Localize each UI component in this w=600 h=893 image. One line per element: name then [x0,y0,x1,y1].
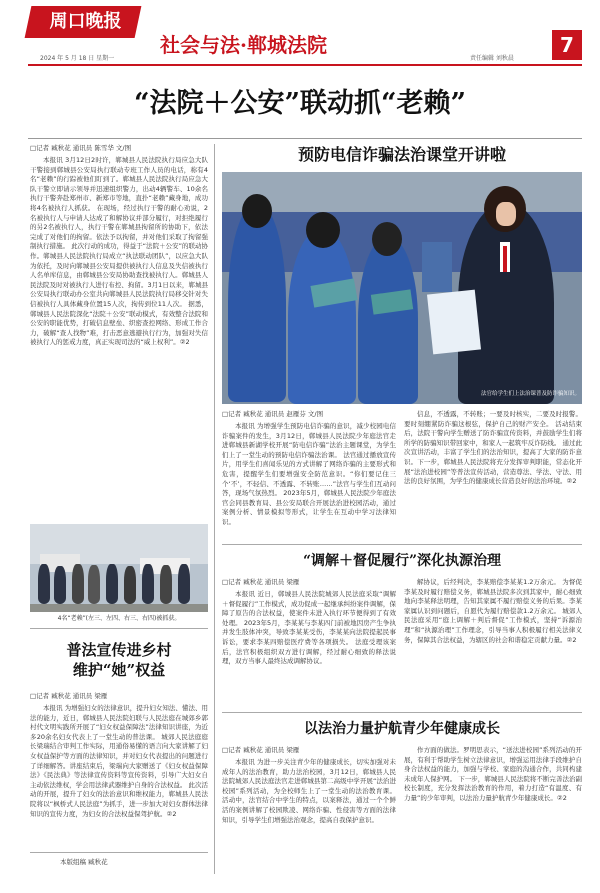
newspaper-logo: 周口晚报 [49,11,122,32]
arrest-photo-caption: 4名“老赖”(左三、左四、右三、右四)被抓获。 [57,615,181,622]
responsible-editor: 责任编辑 刘秋晨 [470,55,514,62]
article4-body-left [222,590,396,706]
article2-byline: □记者 臧秋花 通讯员 梁雁 [30,692,108,700]
article1-body [30,156,208,520]
classroom-photo-caption: 法官给学生们上法治课普及防诈骗知识。 [480,391,580,397]
article1-byline: □记者 臧秋花 通讯员 陈雪华 文/图 [30,144,132,152]
article4-paragraph-left: 本报讯 近日，郸城县人民法院城郊人民法庭采取“调解＋督促履行”工作模式，成功促成一起继承纠纷案件调解，保障了原告的合法权益，使案件未进入执行环节便得到了有效处理。 2023年5月，李某某与李某四门前被地因房产生争执并发生肢体冲突，导致李某某受伤，李某某向法院提起民事诉讼，要求李某四赔偿医疗费等各项损失。 法庭受理该案后，法官积极组织双方进行调解，经过耐心细致的释法说理，双方当事人最终达成调解协议。 [222,590,396,666]
article2-headline-line1: 普法宣传进乡村 [66,641,172,659]
article5-byline: □记者 臧秋花 通讯员 梁雁 [222,746,300,754]
classroom-photo [222,172,582,404]
article2-headline-line2: 维护“她”权益 [72,661,166,679]
article5-paragraph-left: 本报讯 为进一步关注青少年的健康成长，切实加强对未成年人的法治教育，助力法治校园，3月12日，郸城县人民法院城郊人民法庭法官走进郸城县第二高级中学开展“法治进校园”系列活动，为全校师生上了一堂生动的法治教育课。 活动中，法官结合中学生的特点，以案释法，通过一个个鲜活的案例讲解了校园欺凌、网络诈骗、性侵害等方面的法律知识，引导学生们增强法治观念，提高自我保护意识。 [222,758,396,824]
article5-body-right [404,746,582,874]
article2-body [30,704,208,846]
column-divider [214,144,215,874]
article3-paragraph-left: 本报讯 为增强学生预防电信诈骗的意识，减少校园电信诈骗案件的发生，3月12日，郸城县人民法院少年庭法官走进郸城县新湖学校开展“防电信诈骗”法治主题课堂，为学生们上了一堂生动的预防电信诈骗法治课。 法官通过播放宣传片，用学生们喜闻乐见的方式讲解了网络诈骗的主要形式和危害，提醒学生们要增强安全防范意识。“你们要记住三个‘不’，不轻信、不透露、不转账……”法官与学生们互动问答，现场气氛热烈。 2023年5月，郸城县人民法院少年庭法官会同县教育局、县公安局联合开展法治进校园活动，通过案例分析、情景模拟等形式，让学生在互动中学习法律知识。 [222,422,396,526]
article1-paragraph: 本报讯 3月12日2时许，郸城县人民法院执行局应急大队干警接到郸城县公安局执行联动专班工作人员的电话，称有4名“老赖”的行踪被他们盯到了。郸城县人民法院执行局应急大队干警立即请示领导并迅速组织警力，出动4辆警车、10余名执行干警奔赴郑州市、新郑市等地，直扑“老赖”藏身地，成功将4名被执行人抓获。 在现场，经过执行干警的耐心劝说，2名被执行人与申请人达成了和解协议并部分履行，对拒绝履行的另2名被执行人，执行干警在郸城县拘留所的协助下，依法完成了对他们的拘留。依法予以拘留，并对他们采取了拘留强制执行措施。 此次行动的成功，得益于“法院＋公安”的联动协作。郸城县人民法院执行局成立“执法联动团队”，以应急大队为依托，及时向郸城县公安局提供被执行人信息及失信被执行人名单库信息，由郸城县公安局协助查找被执行人。郸城县人民法院及时对被执行人进行布控、拘留。3月1日以来，郸城县公安局执行联动办公室共向郸城县人民法院执行局移交针对失信被执行人具体藏身位置15人次，拘传到位11人次。 据悉，郸城县人民法院深化“法院＋公安”联动模式，有效整合法院和公安的职能优势，打破信息壁垒、织密查控网络、形成工作合力，破解“查人找物”难，打击恶意逃避执行行为，加强对失信被执行人的惩戒力度，真正实现司法的“威上权利”。②2 [30,156,208,347]
main-headline: “法院＋公安”联动抓“老赖” [133,88,467,119]
article2-paragraph: 本报讯 为增强妇女的法律意识，提升妇女知法、懂法、用法的能力，近日，郸城县人民法院妇联与人民法庭在城郊乡郭村代文明实践所开展了“妇女权益保障法”法律知识讲座，为近多20余名妇女代表上了一堂生动的普法课。 城郊人民法庭庭长梁瑞结合审判工作实际，用通俗易懂的语言向大家讲解了妇女权益保护等方面的法律知识，并对妇女代表提出的问题进行了详细解答。讲座结束后，梁瑞向大家赠送了《妇女权益保障法》《民法典》等法律宣传资料等宣传资料，引导广大妇女自主动依法维权，学会用法律武器维护自身的合法权益。 此次活动的开展，提升了妇女的法治意识和维权能力，郸城县人民法院将以“枫桥式人民法庭”为抓手，进一步加大对妇女群体法律知识的宣传力度，为妇女的合法权益保驾护航。②2 [30,704,208,818]
article4-body-right [404,578,582,706]
footer-divider [30,852,208,853]
article3-body-left [222,422,396,538]
article5-divider [222,712,582,713]
headline-divider [28,138,582,139]
article4-byline: □记者 臧秋花 通讯员 梁雁 [222,578,300,586]
section-name: 社会与法 [160,33,240,57]
page-number: 7 [552,30,582,60]
article4-paragraph-right: 解协议，后经判决，李某赔偿李某某1.2万余元。 为督促李某及时履行赔偿义务，郸城县法院多次到其家中，耐心细致地向李某释法明理，告知其家属不履行赔偿义务的后果。李某家属认识到问题后，自愿代为履行赔偿款1.2万余元。 城郊人民法庭采用“庭上调解＋判后督促”工作模式，坚持“诉源治理”和“执源治理”工作理念，引导当事人积极履行相关法律义务，保障其合法权益，为辖区的社会和谐稳定贡献力量。②2 [404,578,582,644]
section-title [160,30,480,60]
article3-byline: □记者 臧秋花 通讯员 赵雁芬 文/图 [222,410,324,418]
article3-body-right [404,410,582,538]
masthead [0,0,600,62]
arrest-photo [30,524,208,612]
article2-divider [30,628,208,629]
article5-paragraph-right: 作方面的做法。罗明思表示，“送法进校园”系列活动的开展，有利于帮助学生树立法律意识，增强运用法律手段维护自身合法权益的能力，加强与学校、家庭的沟通合作，共同构建未成年人保护网。 下一步，郸城县人民法院将不断完善法治副校长制度，充分发挥法治教育的作用，着力打造“有温度、有力量”的少年审判，以法治力量护航青少年健康成长。②2 [404,746,582,802]
article4-divider [222,544,582,545]
section-subname: ·郸城法院 [240,33,327,57]
article3-paragraph-right: 信息，不透露，不转账；一要及时核实，二要及时报警。要时刻绷紧防诈骗这根弦，保护自己的财产安全。 活动结束后，法院干警向学生赠送了防诈骗宣传资料，并鼓励学生们将所学的防骗知识带回家中，和家人一起筑牢反诈防线。 通过此次宣讲活动，丰富了学生们的法治知识，提高了大家的防诈意识。下一步，郸城县人民法院将充分发挥审判职能，常态化开展“法治进校园”等普法宣传活动，营造尊法、学法、守法、用法的良好氛围，为学生的健康成长营造良好的法治环境。②2 [404,410,582,486]
issue-date: 2024 年 5 月 18 日 星期一 [40,55,115,62]
article5-headline: 以法治力量护航青少年健康成长 [304,721,500,737]
article5-body-left [222,758,396,874]
article4-headline: “调解＋督促履行”深化执源治理 [302,553,502,569]
page-footer: 本版组稿 臧秋花 [60,858,108,866]
article3-headline: 预防电信诈骗法治课堂开讲啦 [297,145,506,164]
masthead-rule [28,64,582,66]
